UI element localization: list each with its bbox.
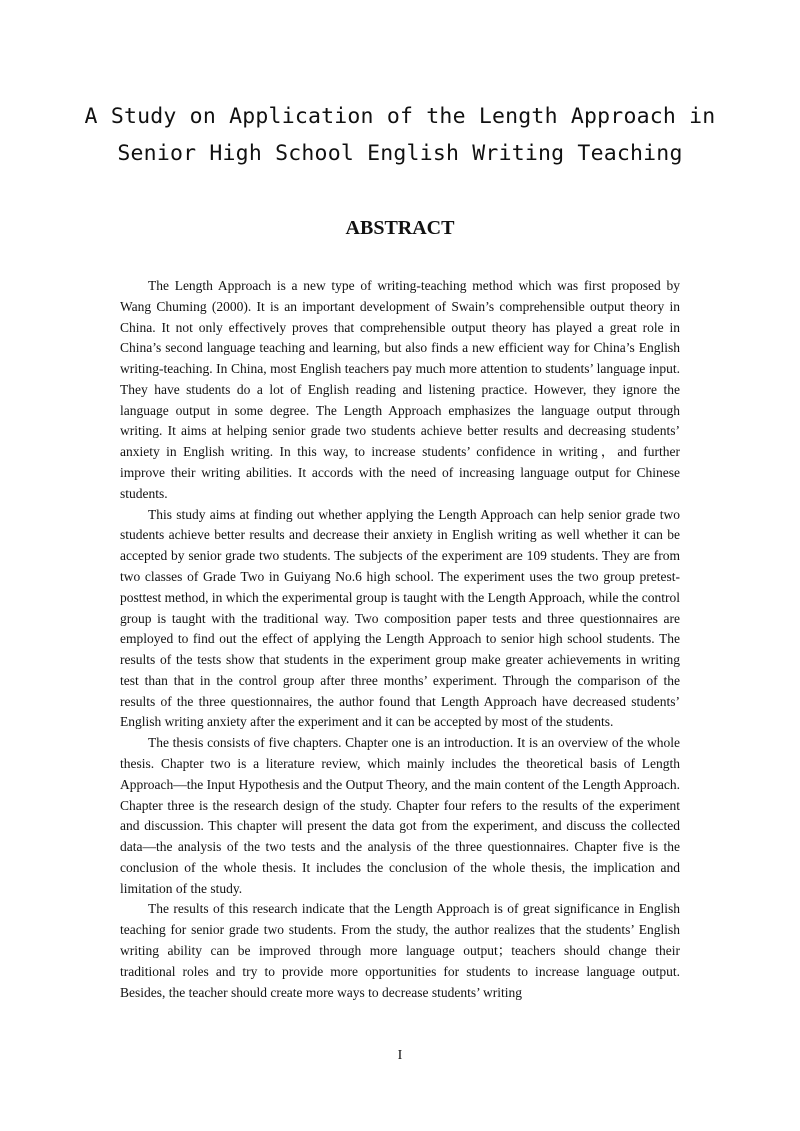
title-line-2: Senior High School English Writing Teaching <box>117 141 683 166</box>
document-title <box>0 98 800 172</box>
abstract-paragraph-1: The Length Approach is a new type of writing-teaching method which was first proposed by Wang Chuming (2000). It is an important development of Swain’s comprehensible output theory in China. It not only effectively proves that comprehensible output theory has played a great role in China’s second language teaching and learning, but also finds a new efficient way for China’s English writing-teaching. In China, most English teachers pay much more attention to students’ language input. They have students do a lot of English reading and listening practice. However, they ignore the language output in some degree. The Length Approach emphasizes the language output through writing. It aims at helping senior grade two students achieve better results and decreasing students’ anxiety in English writing. In this way, to increase students’ confidence in writing，and further improve their writing abilities. It accords with the need of increasing language output for Chinese students. <box>120 278 680 501</box>
abstract-paragraph-2: This study aims at finding out whether applying the Length Approach can help senior grade two students achieve better results and decrease their anxiety in English writing as well whether it can be accepted by senior grade two students. The subjects of the experiment are 109 students. They are from two classes of Grade Two in Guiyang No.6 high school. The experiment uses the two group pretest-posttest method, in which the experimental group is taught with the Length Approach, while the control group is taught with the traditional way. Two composition paper tests and three questionnaires are employed to find out the effect of applying the Length Approach to senior high school students. The results of the tests show that students in the experiment group make greater achievements in writing test than that in the control group after three months’ experiment. Through the comparison of the results of the three questionnaires, the author found that Length Approach have decreased students’ English writing anxiety after the experiment and it can be accepted by most of the students. <box>120 506 680 730</box>
abstract-heading: ABSTRACT <box>345 217 455 239</box>
abstract-paragraph-4: The results of this research indicate that the Length Approach is of great significance in English teaching for senior grade two students. From the study, the author realizes that the students’ English writing ability can be improved through more language output；teachers should change their traditional roles and try to provide more opportunities for students to increase language output. Besides, the teacher should create more ways to decrease students’ writing <box>120 901 680 1000</box>
abstract-paragraph-3: The thesis consists of five chapters. Chapter one is an introduction. It is an overview of the whole thesis. Chapter two is a literature review, which mainly includes the theoretical basis of Length Approach—the Input Hypothesis and the Output Theory, and the main content of the Length Approach. Chapter three is the research design of the study. Chapter four refers to the results of the experiment and discussion. This chapter will present the data got from the experiment, and discuss the collected data—the analysis of the two tests and the analysis of the three questionnaires. Chapter five is the conclusion of the whole thesis. It includes the conclusion of the whole thesis, the implication and limitation of the study. <box>120 735 680 896</box>
abstract-body <box>120 276 680 1003</box>
title-line-1: A Study on Application of the Length Approach in <box>84 104 716 129</box>
page-number: I <box>397 1048 403 1063</box>
